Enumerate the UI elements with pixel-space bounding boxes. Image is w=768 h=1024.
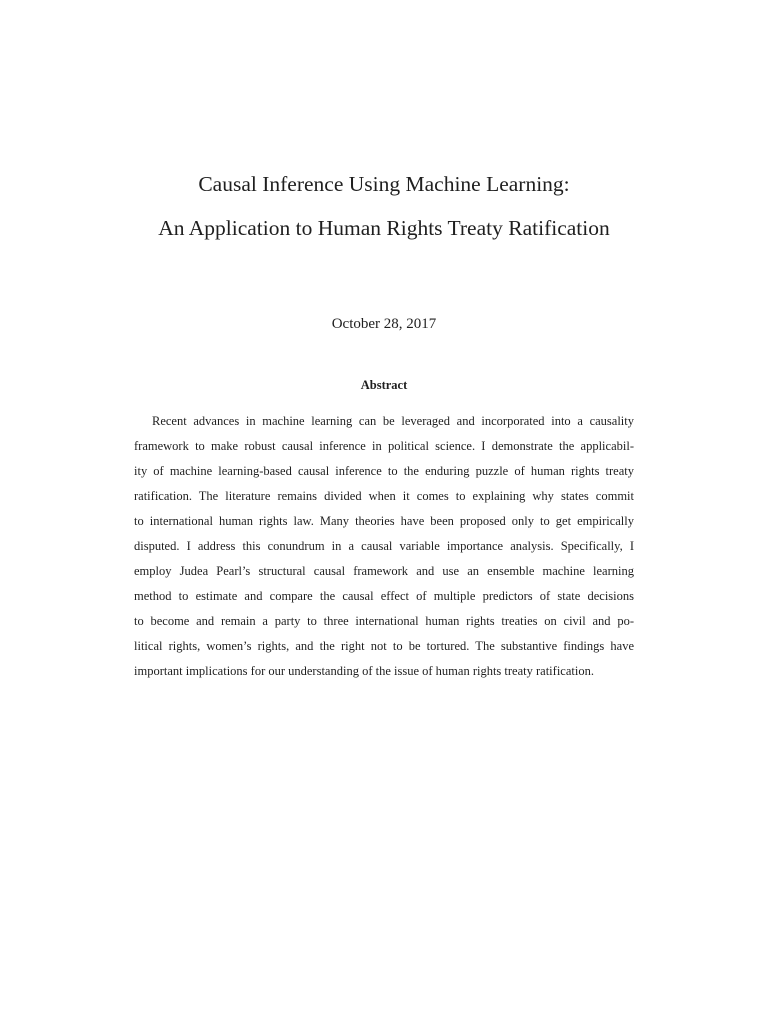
abstract-line: to become and remain a party to three international human rights treaties on civil and po- bbox=[134, 614, 634, 628]
abstract-heading: Abstract bbox=[360, 378, 408, 392]
abstract-line: method to estimate and compare the causal effect of multiple predictors of state decisions bbox=[134, 589, 634, 603]
abstract-line: framework to make robust causal inference in political science. I demonstrate the applicabil- bbox=[134, 439, 634, 453]
paper-title-line-1: Causal Inference Using Machine Learning: bbox=[198, 172, 570, 196]
abstract-body bbox=[134, 409, 634, 684]
abstract-line: disputed. I address this conundrum in a causal variable importance analysis. Specifically, I bbox=[134, 539, 634, 553]
abstract-line: ratification. The literature remains divided when it comes to explaining why states commit bbox=[134, 489, 634, 503]
abstract-line: employ Judea Pearl’s structural causal framework and use an ensemble machine learning bbox=[134, 564, 634, 578]
abstract-line: important implications for our understanding of the issue of human rights treaty ratification. bbox=[134, 664, 594, 678]
paper-title-line-2: An Application to Human Rights Treaty Ratification bbox=[158, 216, 610, 240]
paper-date: October 28, 2017 bbox=[331, 316, 437, 332]
abstract-line: ity of machine learning-based causal inference to the enduring puzzle of human rights treaty bbox=[134, 464, 634, 478]
abstract-line: Recent advances in machine learning can be leveraged and incorporated into a causality bbox=[152, 414, 634, 428]
abstract-line: litical rights, women’s rights, and the right not to be tortured. The substantive findings have bbox=[134, 639, 634, 653]
abstract-line: to international human rights law. Many theories have been proposed only to get empirically bbox=[134, 514, 634, 528]
